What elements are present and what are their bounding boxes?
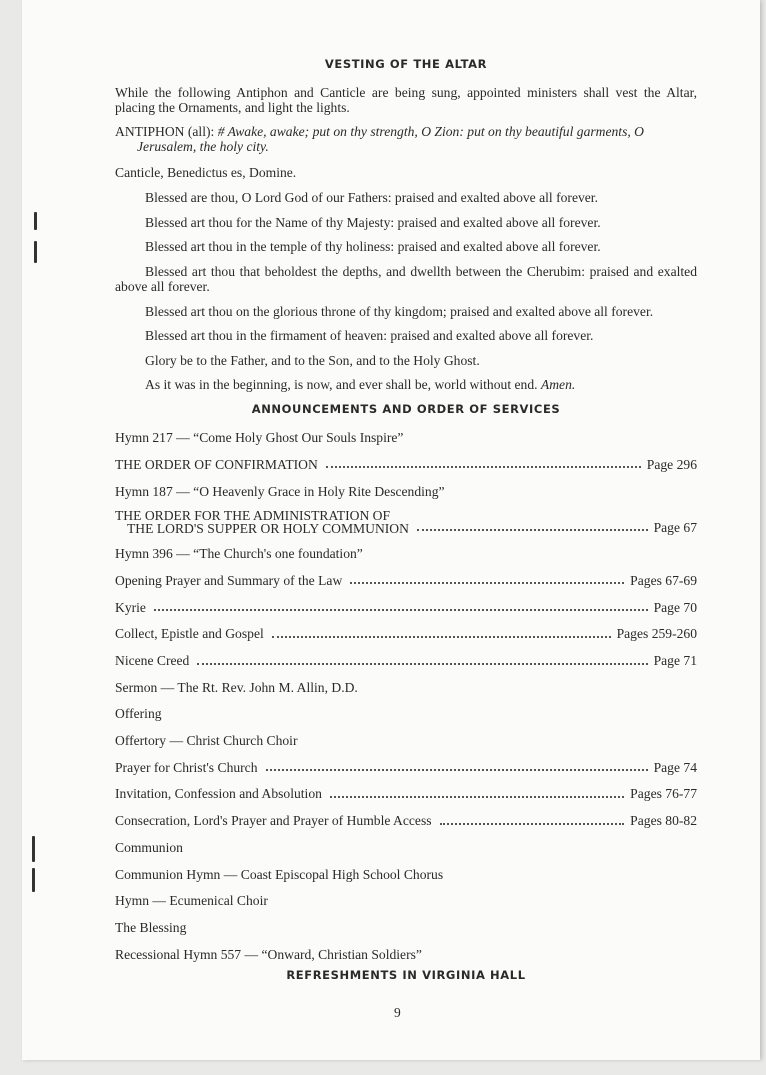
canticle-verse: Blessed art thou that beholdest the depths, and dwellth between the Cherubim: praised and exalted above all forever. [115, 263, 697, 294]
refreshments-heading: REFRESHMENTS IN VIRGINIA HALL [286, 968, 526, 983]
order-row [115, 505, 697, 535]
order-row [115, 855, 697, 882]
vesting-heading: VESTING OF THE ALTAR [324, 57, 488, 71]
leader-dots [272, 636, 611, 638]
leader-dots [266, 769, 648, 771]
margin-mark [34, 212, 37, 230]
margin-mark [32, 836, 35, 862]
order-list [115, 535, 697, 962]
order-row [115, 642, 697, 669]
canticle-title: Canticle, Benedictus es, Domine. [115, 164, 297, 180]
order-page: Page 296 [646, 456, 697, 472]
antiphon-label: ANTIPHON (all): [115, 123, 218, 139]
antiphon-text: # Awake, awake; put on thy strength, O Zion: put on thy beautiful garments, O Jerusalem, the holy city. [137, 123, 644, 154]
order-row [115, 749, 697, 776]
order-page: Pages 80-82 [630, 813, 697, 829]
order-label: Recessional Hymn 557 — “Onward, Christian Soldiers” [115, 946, 422, 962]
order-label: Hymn 396 — “The Church's one foundation” [115, 546, 363, 562]
order-row [115, 535, 697, 562]
order-label: Invitation, Confession and Absolution [115, 786, 322, 802]
leader-dots [350, 582, 624, 584]
order-page: Pages 67-69 [630, 572, 697, 588]
canticle-verses [115, 190, 697, 368]
order-label: Communion [115, 839, 183, 855]
order-page: Page 74 [653, 759, 697, 775]
order-row [115, 935, 697, 962]
leader-dots [417, 529, 648, 531]
canticle-verse: Glory be to the Father, and to the Son, and to the Holy Ghost. [145, 352, 480, 368]
canticle-verse: Blessed art thou for the Name of thy Majesty: praised and exalted above all forever. [145, 214, 601, 230]
order-page: Pages 76-77 [630, 786, 697, 802]
final-verse-text: As it was in the beginning, is now, and ever shall be, world without end. [145, 377, 541, 392]
program-page [22, 0, 760, 1060]
order-label: Opening Prayer and Summary of the Law [115, 572, 343, 588]
order-row [115, 588, 697, 615]
order-label: Hymn — Ecumenical Choir [115, 893, 268, 909]
order-page: Page 70 [653, 599, 697, 615]
order-label: Hymn 217 — “Come Holy Ghost Our Souls Inspire” [115, 430, 404, 446]
order-label: Sermon — The Rt. Rev. John M. Allin, D.D. [115, 679, 358, 695]
leader-dots [197, 663, 647, 665]
order-label: Consecration, Lord's Prayer and Prayer of Humble Access [115, 813, 432, 829]
order-list [115, 419, 697, 499]
vesting-intro: While the following Antiphon and Canticle are being sung, appointed ministers shall vest the Altar, placing the Ornaments, and light the lights. [115, 84, 697, 115]
margin-mark [32, 868, 35, 892]
order-row [115, 882, 697, 909]
order-row [115, 775, 697, 802]
order-page: Pages 259-260 [616, 626, 697, 642]
order-label: Prayer for Christ's Church [115, 759, 258, 775]
order-row [115, 615, 697, 642]
order-row [115, 669, 697, 696]
order-label: THE ORDER FOR THE ADMINISTRATION OF [115, 508, 391, 524]
leader-dots [154, 609, 648, 611]
margin-mark [34, 241, 37, 263]
canticle-verse: Blessed art thou in the temple of thy holiness: praised and exalted above all forever. [145, 239, 601, 254]
order-page: Page 67 [653, 519, 697, 535]
order-page: Page 71 [653, 653, 697, 668]
canticle-verse: Blessed are thou, O Lord God of our Fathers: praised and exalted above all forever. [145, 190, 598, 205]
leader-dots [440, 823, 625, 825]
order-row [115, 419, 697, 446]
page-number: 9 [394, 1005, 401, 1020]
page-content [115, 57, 697, 996]
order-row [115, 562, 697, 589]
leader-dots [326, 466, 641, 468]
order-label: THE LORD'S SUPPER OR HOLY COMMUNION [127, 521, 409, 537]
order-row [115, 695, 697, 722]
order-label: Hymn 187 — “O Heavenly Grace in Holy Rite Descending” [115, 483, 445, 499]
order-row [115, 909, 697, 936]
antiphon [115, 124, 697, 155]
order-label: Offertory — Christ Church Choir [115, 733, 298, 749]
order-label: The Blessing [115, 919, 187, 935]
order-label: Communion Hymn — Coast Episcopal High School Chorus [115, 866, 444, 882]
order-label: Offering [115, 706, 162, 722]
order-row [115, 722, 697, 749]
order-row [115, 802, 697, 829]
final-verse [115, 377, 697, 393]
order-label: Nicene Creed [115, 653, 190, 668]
order-heading: ANNOUNCEMENTS AND ORDER OF SERVICES [251, 401, 561, 416]
order-label: THE ORDER OF CONFIRMATION [115, 456, 318, 472]
canticle-verse: Blessed art thou on the glorious throne of thy kingdom; praised and exalted above all forever. [145, 303, 654, 319]
canticle-verse: Blessed art thou in the firmament of heaven: praised and exalted above all forever. [145, 328, 594, 343]
order-row [115, 446, 697, 473]
order-row [115, 472, 697, 499]
leader-dots [330, 796, 624, 798]
amen: Amen. [540, 377, 576, 392]
order-row [115, 829, 697, 856]
order-label: Collect, Epistle and Gospel [115, 626, 264, 642]
order-label: Kyrie [115, 599, 146, 615]
